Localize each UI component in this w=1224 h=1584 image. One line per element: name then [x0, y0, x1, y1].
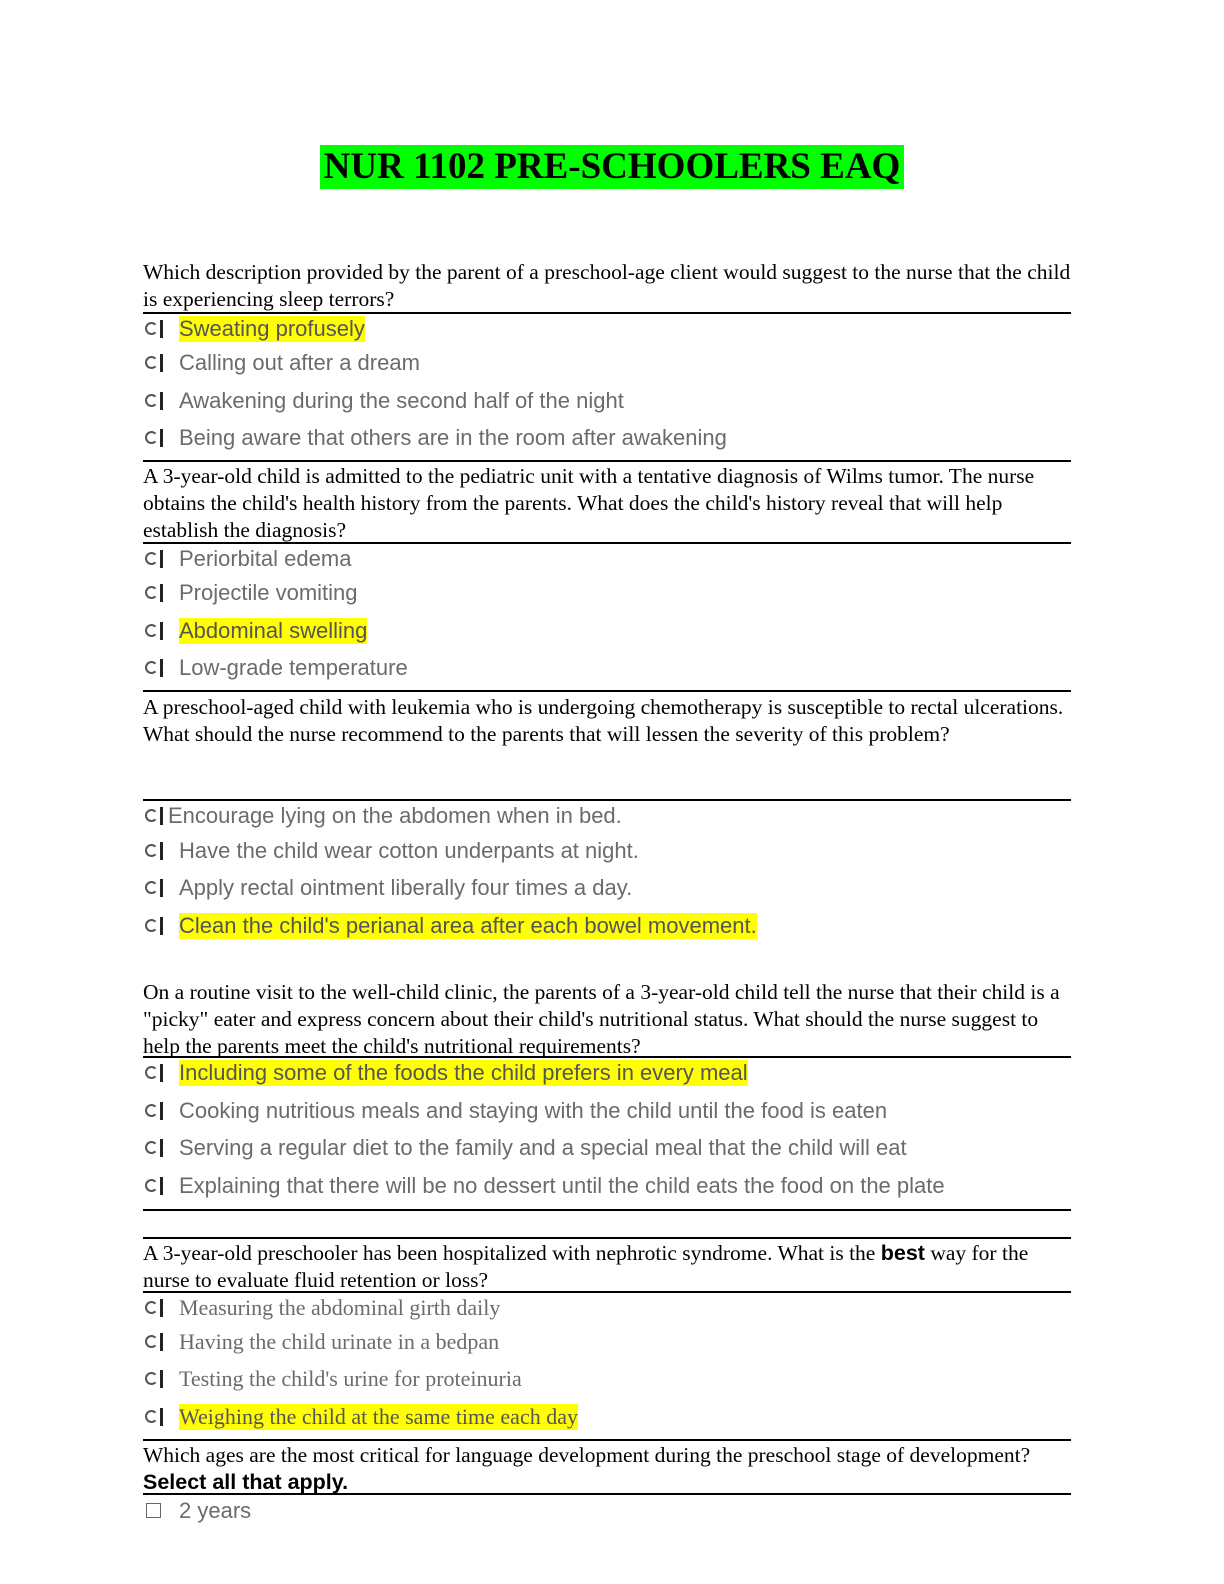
q1-option-2[interactable]	[143, 348, 420, 378]
q1-option-3[interactable]	[143, 386, 624, 416]
q6-option-1[interactable]	[143, 1496, 251, 1526]
q2-option-3[interactable]	[143, 616, 367, 646]
radio-icon[interactable]	[143, 911, 179, 941]
radio-icon[interactable]	[143, 616, 179, 646]
option-label: Have the child wear cotton underpants at night.	[179, 838, 639, 863]
question-text: A 3-year-old preschooler has been hospitalized with nephrotic syndrome. What is the	[143, 1241, 881, 1265]
option-label: 2 years	[179, 1498, 252, 1523]
q2-option-2[interactable]	[143, 578, 358, 608]
radio-icon[interactable]	[143, 1364, 179, 1394]
radio-icon[interactable]	[143, 1171, 179, 1201]
divider	[143, 1439, 1071, 1441]
radio-icon[interactable]	[143, 1327, 179, 1357]
radio-icon[interactable]	[143, 1058, 179, 1088]
divider	[143, 1493, 1071, 1495]
question-text: way for the nurse to evaluate fluid retention or loss?	[143, 1241, 1029, 1292]
option-label: Being aware that others are in the room after awakening	[179, 425, 727, 450]
radio-icon[interactable]	[143, 801, 168, 831]
select-all-instruction: Select all that apply.	[143, 1470, 349, 1494]
option-label: Having the child urinate in a bedpan	[179, 1329, 500, 1354]
radio-icon[interactable]	[143, 1096, 179, 1126]
option-label: Abdominal swelling	[179, 618, 368, 643]
option-label: Weighing the child at the same time each day	[179, 1404, 578, 1429]
q3-option-2[interactable]	[143, 836, 639, 866]
q4-option-1[interactable]	[143, 1058, 748, 1088]
q3-option-3[interactable]	[143, 873, 632, 903]
q5-option-2[interactable]	[143, 1327, 499, 1357]
option-label: Serving a regular diet to the family and a special meal that the child will eat	[179, 1135, 907, 1160]
divider	[143, 1209, 1071, 1211]
radio-icon[interactable]	[143, 314, 179, 344]
question-2-text: A 3-year-old child is admitted to the pediatric unit with a tentative diagnosis of Wilms tumor. The nurse obtains the child's health history from the parents. What does the child's history reveal that will help establish the diagnosis?	[143, 464, 1035, 542]
question-6-text	[143, 1442, 1073, 1496]
q4-option-4[interactable]	[143, 1171, 945, 1201]
option-label: Encourage lying on the abdomen when in bed.	[168, 803, 622, 828]
radio-icon[interactable]	[143, 386, 179, 416]
option-label: Clean the child's perianal area after each bowel movement.	[179, 913, 757, 938]
divider	[143, 1237, 1071, 1239]
option-label: Projectile vomiting	[179, 580, 358, 605]
divider	[143, 690, 1071, 692]
question-text: Which ages are the most critical for language development during the preschool stage of development?	[143, 1443, 1031, 1467]
radio-icon[interactable]	[143, 348, 179, 378]
radio-icon[interactable]	[143, 1293, 179, 1323]
q4-option-3[interactable]	[143, 1133, 907, 1163]
option-label: Testing the child's urine for proteinuria	[179, 1366, 522, 1391]
option-label: Cooking nutritious meals and staying with the child until the food is eaten	[179, 1098, 888, 1123]
divider	[143, 460, 1071, 462]
question-1-text: Which description provided by the parent of a preschool-age client would suggest to the nurse that the child is experiencing sleep terrors?	[143, 260, 1071, 311]
q1-option-4[interactable]	[143, 423, 727, 453]
option-label: Sweating profusely	[179, 316, 365, 341]
option-label: Awakening during the second half of the night	[179, 388, 624, 413]
option-label: Periorbital edema	[179, 546, 352, 571]
option-label: Calling out after a dream	[179, 350, 420, 375]
q2-option-1[interactable]	[143, 544, 351, 574]
q5-option-3[interactable]	[143, 1364, 522, 1394]
option-label: Apply rectal ointment liberally four times a day.	[179, 875, 633, 900]
question-3-text: A preschool-aged child with leukemia who is undergoing chemotherapy is susceptible to rectal ulcerations. What should the nurse recommend to the parents that will lessen the severity of this problem?	[143, 695, 1064, 746]
radio-icon[interactable]	[143, 578, 179, 608]
radio-icon[interactable]	[143, 1133, 179, 1163]
radio-icon[interactable]	[143, 836, 179, 866]
radio-icon[interactable]	[143, 873, 179, 903]
q5-option-1[interactable]	[143, 1293, 500, 1323]
q1-option-1[interactable]	[143, 314, 365, 344]
q3-option-4[interactable]	[143, 911, 757, 941]
q2-option-4[interactable]	[143, 653, 408, 683]
option-label: Measuring the abdominal girth daily	[179, 1295, 501, 1320]
title-wrap	[0, 145, 1224, 189]
q5-option-4[interactable]	[143, 1402, 578, 1432]
emphasis-text: best	[880, 1241, 925, 1265]
checkbox-icon[interactable]	[143, 1496, 179, 1526]
question-4-text: On a routine visit to the well-child clinic, the parents of a 3-year-old child tell the nurse that their child is a "picky" eater and express concern about their child's nutritional status. What should the nurse suggest to help the parents meet the child's nutritional requirements?	[143, 980, 1060, 1058]
radio-icon[interactable]	[143, 653, 179, 683]
option-label: Explaining that there will be no dessert until the child eats the food on the plate	[179, 1173, 945, 1198]
question-5-text	[143, 1240, 1073, 1294]
q3-option-1[interactable]	[143, 801, 622, 831]
option-label: Including some of the foods the child prefers in every meal	[179, 1060, 748, 1085]
radio-icon[interactable]	[143, 544, 179, 574]
document-title: NUR 1102 PRE-SCHOOLERS EAQ	[320, 145, 905, 189]
q4-option-2[interactable]	[143, 1096, 887, 1126]
radio-icon[interactable]	[143, 1402, 179, 1432]
option-label: Low-grade temperature	[179, 655, 408, 680]
radio-icon[interactable]	[143, 423, 179, 453]
